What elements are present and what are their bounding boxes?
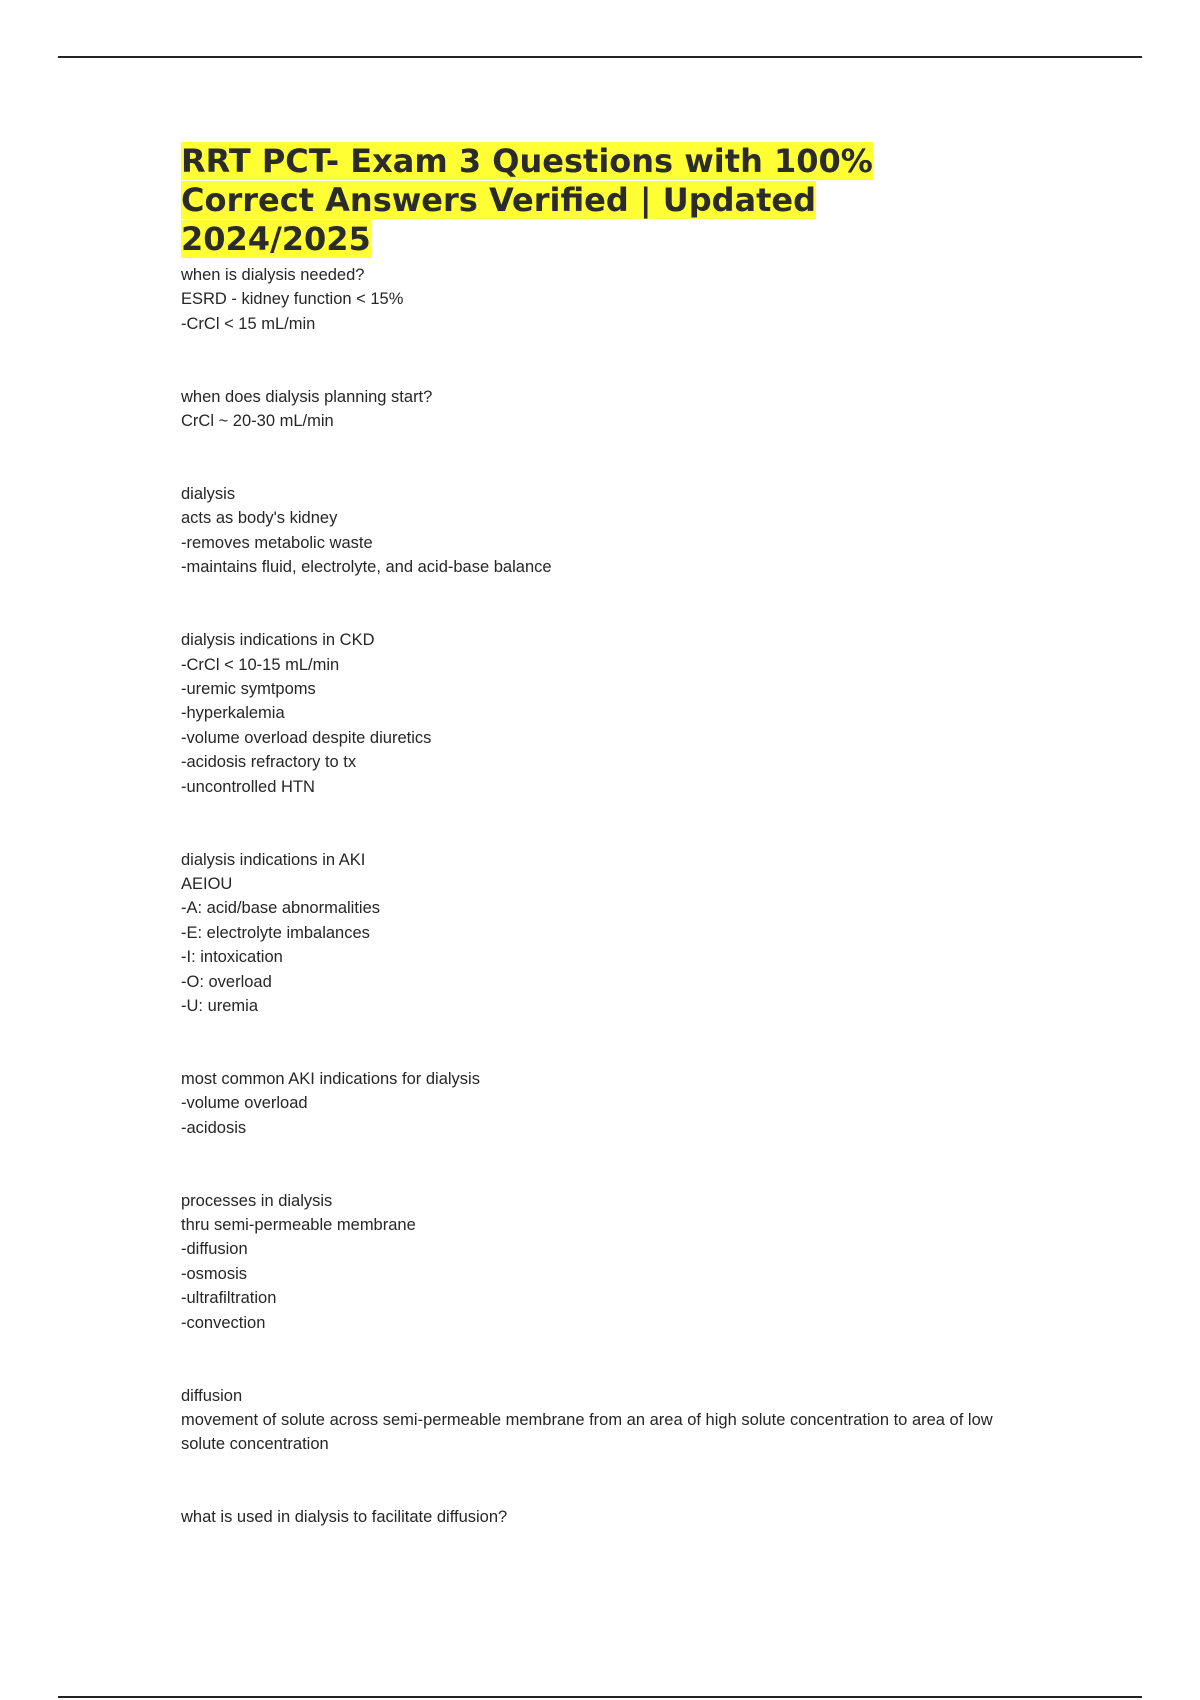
question-text: what is used in dialysis to facilitate diffusion?: [181, 1508, 508, 1527]
answer-line: -osmosis: [181, 1264, 248, 1283]
answer-line: -acidosis refractory to tx: [181, 753, 357, 772]
answer-line: -maintains fluid, electrolyte, and acid-base balance: [181, 558, 552, 577]
question-text: most common AKI indications for dialysis: [181, 1069, 480, 1088]
answer-line: -acidosis: [181, 1118, 247, 1137]
qa-item: [181, 385, 1041, 434]
answer-line: -U: uremia: [181, 996, 259, 1015]
answer-line: CrCl ~ 20-30 mL/min: [181, 412, 334, 431]
qa-item: [181, 1189, 1041, 1335]
answer-line: -uncontrolled HTN: [181, 777, 315, 796]
document-title-text: RRT PCT- Exam 3 Questions with 100% Correct Answers Verified | Updated 2024/2025: [181, 142, 873, 258]
answer-line: -I: intoxication: [181, 948, 283, 967]
answer-line: -hyperkalemia: [181, 704, 285, 723]
answer-line: -diffusion: [181, 1240, 248, 1259]
answer-line: -CrCl < 15 mL/min: [181, 314, 316, 333]
answer-line: -removes metabolic waste: [181, 533, 373, 552]
answer-line: -E: electrolyte imbalances: [181, 923, 370, 942]
question-text: dialysis: [181, 485, 236, 504]
answer-line: -volume overload despite diuretics: [181, 728, 432, 747]
question-text: when does dialysis planning start?: [181, 387, 433, 406]
answer-line: -O: overload: [181, 972, 272, 991]
bottom-rule: [58, 1696, 1142, 1698]
answer-line: -ultrafiltration: [181, 1289, 277, 1308]
qa-item: [181, 1384, 1041, 1457]
qa-item: [181, 1067, 1041, 1140]
question-text: processes in dialysis: [181, 1191, 333, 1210]
question-text: dialysis indications in CKD: [181, 631, 375, 650]
qa-item: [181, 848, 1041, 1019]
answer-line: acts as body's kidney: [181, 509, 338, 528]
qa-item: [181, 482, 1041, 580]
answer-line: -uremic symtpoms: [181, 679, 316, 698]
question-text: dialysis indications in AKI: [181, 850, 366, 869]
top-rule: [58, 56, 1142, 58]
answer-line: movement of solute across semi-permeable membrane from an area of high solute concentration to area of low solute concentration: [181, 1410, 998, 1454]
answer-line: -A: acid/base abnormalities: [181, 899, 381, 918]
answer-line: -convection: [181, 1313, 266, 1332]
page-content: [181, 142, 1041, 1578]
qa-item: [181, 263, 1041, 336]
answer-line: -volume overload: [181, 1094, 308, 1113]
answer-line: ESRD - kidney function < 15%: [181, 290, 404, 309]
answer-line: thru semi-permeable membrane: [181, 1215, 416, 1234]
qa-item: [181, 628, 1041, 799]
answer-line: AEIOU: [181, 874, 233, 893]
answer-line: -CrCl < 10-15 mL/min: [181, 655, 340, 674]
qa-item: [181, 1505, 1041, 1529]
question-text: diffusion: [181, 1386, 243, 1405]
question-text: when is dialysis needed?: [181, 266, 365, 284]
document-title: [181, 142, 901, 259]
